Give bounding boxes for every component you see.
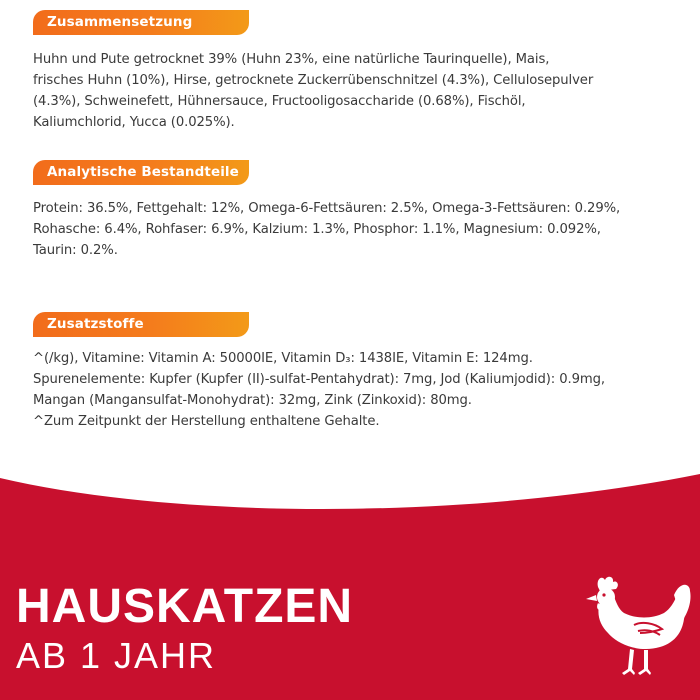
banner-title-line2: AB 1 JAHR (16, 635, 217, 676)
banner-title-line1: HAUSKATZEN (16, 580, 354, 633)
heading-analytische-bestandteile: Analytische Bestandteile (33, 160, 249, 185)
text-zusammensetzung: Huhn und Pute getrocknet 39% (Huhn 23%, eine natürliche Taurinquelle), Mais, frisches Huhn (10%), Hirse, getrocknete Zuckerrübenschnitzel (4.3%), Cellulosepulver (4.3%), Schweinefett, Hühnersauce, Fructooligosaccharide (0.68%), Fischöl, Kaliumchlorid, Yucca (0.025%). (33, 52, 594, 130)
text-analytische-bestandteile: Protein: 36.5%, Fettgehalt: 12%, Omega-6-Fettsäuren: 2.5%, Omega-3-Fettsäuren: 0.29%, Rohasche: 6.4%, Rohfaser: 6.9%, Kalzium: 1.3%, Phosphor: 1.1%, Magnesium: 0.092%, Taurin: 0.2%. (33, 201, 621, 258)
text-zusatzstoffe: ^(/kg), Vitamine: Vitamin A: 50000IE, Vitamin D₃: 1438IE, Vitamin E: 124mg. Spurenelemente: Kupfer (Kupfer (II)-sulfat-Pentahydrat): 7mg, Jod (Kaliumjodid): 0.9mg, Mangan (Mangansulfat-Monohydrat): 32mg, Zink (Zinkoxid): 80mg. ^Zum Zeitpunkt der Herstellung enthaltene Gehalte. (33, 351, 606, 429)
heading-zusammensetzung: Zusammensetzung (33, 10, 249, 35)
heading-zusatzstoffe: Zusatzstoffe (33, 312, 249, 337)
chicken-icon (578, 573, 694, 679)
